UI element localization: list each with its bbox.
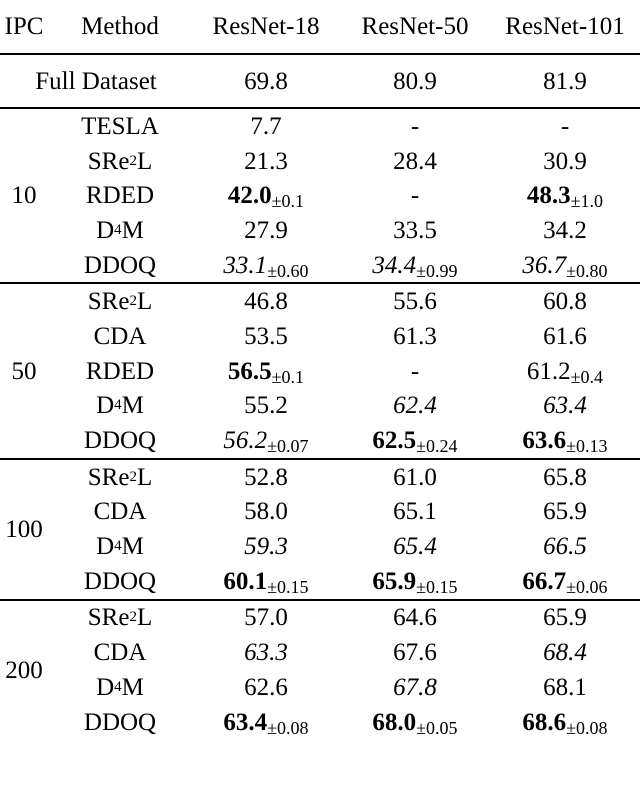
score-value: 62.4 — [393, 392, 437, 420]
score-value: 56.5 — [227, 357, 272, 385]
score-std: ±0.15 — [416, 576, 458, 597]
method-name: DDOQ — [83, 708, 157, 736]
score-cell-resnet-50 — [340, 635, 490, 670]
table-row — [0, 108, 640, 144]
table-row — [0, 600, 640, 636]
method-name: CDA — [93, 498, 147, 526]
method-cell — [48, 389, 192, 424]
score-value: 65.8 — [543, 463, 587, 491]
score-value: 61.0 — [393, 463, 437, 491]
method-name: DDOQ — [83, 567, 157, 595]
score-cell-resnet-18 — [192, 213, 340, 248]
method-name: D — [96, 533, 115, 561]
score-std: ±0.60 — [267, 260, 309, 281]
score-value: 46.8 — [244, 288, 288, 316]
score-cell-resnet-50 — [340, 248, 490, 284]
score-cell-resnet-18 — [192, 144, 340, 179]
score-cell-resnet-18 — [192, 108, 340, 144]
score-cell-resnet-50 — [340, 178, 490, 213]
score-cell-resnet-18 — [192, 635, 340, 670]
score-cell-resnet-101 — [490, 389, 640, 424]
score-std: ±1.0 — [570, 191, 604, 212]
method-superscript: 4 — [114, 678, 122, 695]
score-cell-resnet-50 — [340, 600, 490, 636]
method-name: RDED — [85, 357, 155, 385]
ipc-cell: 10 — [0, 108, 48, 283]
score-value: 64.6 — [393, 604, 437, 632]
ipc-cell: 50 — [0, 283, 48, 458]
score-value: 57.0 — [244, 604, 288, 632]
score-cell-resnet-18 — [192, 283, 340, 319]
score-value: 34.4 — [372, 251, 417, 279]
score-cell-resnet-50 — [340, 459, 490, 495]
header-resnet-101: ResNet-101 — [505, 13, 625, 40]
score-value: 58.0 — [244, 498, 288, 526]
score-std: ±0.99 — [416, 260, 458, 281]
method-cell — [48, 283, 192, 319]
score-cell-resnet-18 — [192, 529, 340, 564]
score-cell-resnet-101 — [490, 495, 640, 530]
method-cell — [48, 600, 192, 636]
score-std: ±0.15 — [267, 576, 309, 597]
score-std: ±0.80 — [566, 260, 608, 281]
score-cell-resnet-50 — [340, 529, 490, 564]
score-cell-resnet-101 — [490, 459, 640, 495]
score-cell-resnet-101 — [490, 635, 640, 670]
score-cell-resnet-50 — [340, 495, 490, 530]
method-cell — [48, 248, 192, 284]
score-cell-resnet-101 — [490, 178, 640, 213]
method-suffix: M — [121, 533, 144, 561]
score-value: 55.6 — [393, 288, 437, 316]
table-row — [0, 495, 640, 530]
score-cell-resnet-18 — [192, 423, 340, 459]
score-value: 66.7 — [522, 567, 567, 595]
ipc-cell: 200 — [0, 600, 48, 740]
full-dataset-row — [0, 54, 640, 108]
method-name: RDED — [85, 182, 155, 210]
score-cell-resnet-18 — [192, 459, 340, 495]
score-value: 68.6 — [522, 708, 567, 736]
score-value: 30.9 — [543, 147, 587, 175]
method-name: SRe — [87, 604, 130, 632]
score-cell-resnet-50 — [340, 423, 490, 459]
score-std: ±0.08 — [267, 717, 309, 738]
method-cell — [48, 108, 192, 144]
method-cell — [48, 495, 192, 530]
score-cell-resnet-50 — [340, 354, 490, 389]
method-cell — [48, 635, 192, 670]
method-suffix: L — [136, 463, 153, 491]
score-cell-resnet-101 — [490, 248, 640, 284]
score-cell-resnet-18 — [192, 319, 340, 354]
method-superscript: 4 — [114, 538, 122, 555]
table-row — [0, 564, 640, 600]
method-suffix: L — [136, 288, 153, 316]
table-row — [0, 213, 640, 248]
method-name: CDA — [93, 322, 147, 350]
method-name: D — [96, 673, 115, 701]
score-value: 61.2 — [526, 357, 571, 385]
method-superscript: 4 — [114, 397, 122, 414]
score-cell-resnet-50 — [340, 564, 490, 600]
table-row — [0, 354, 640, 389]
score-value: 21.3 — [244, 147, 288, 175]
score-value: 33.1 — [223, 251, 268, 279]
method-name: SRe — [87, 463, 130, 491]
score-value: - — [410, 182, 420, 210]
score-std: ±0.08 — [566, 717, 608, 738]
score-value: 53.5 — [244, 322, 288, 350]
score-value: 59.3 — [244, 533, 288, 561]
method-name: D — [96, 216, 115, 244]
score-cell-resnet-18 — [192, 705, 340, 740]
score-value: 62.6 — [244, 673, 288, 701]
score-value: 67.8 — [393, 673, 437, 701]
ipc-cell: 100 — [0, 459, 48, 600]
method-cell — [48, 529, 192, 564]
score-value: 65.9 — [543, 604, 587, 632]
method-superscript: 4 — [114, 221, 122, 238]
full-dataset-label: Full Dataset — [0, 54, 192, 108]
method-name: SRe — [87, 288, 130, 316]
full-dataset-resnet-18: 69.8 — [192, 54, 340, 108]
full-dataset-resnet-50: 80.9 — [340, 54, 490, 108]
score-cell-resnet-101 — [490, 108, 640, 144]
score-cell-resnet-50 — [340, 144, 490, 179]
header-ipc: IPC — [4, 13, 44, 40]
score-value: 61.6 — [543, 322, 587, 350]
score-std: ±0.1 — [271, 191, 305, 212]
score-value: 28.4 — [393, 147, 437, 175]
score-value: - — [560, 112, 570, 140]
method-name: TESLA — [81, 112, 159, 140]
method-cell — [48, 705, 192, 740]
method-name: DDOQ — [83, 427, 157, 455]
method-cell — [48, 459, 192, 495]
score-cell-resnet-50 — [340, 108, 490, 144]
score-value: 67.6 — [393, 639, 437, 667]
method-suffix: L — [136, 147, 153, 175]
method-cell — [48, 319, 192, 354]
score-value: 27.9 — [244, 216, 288, 244]
header-resnet-50: ResNet-50 — [361, 13, 469, 40]
score-cell-resnet-18 — [192, 670, 340, 705]
method-superscript: 2 — [129, 293, 137, 310]
table-row — [0, 319, 640, 354]
score-cell-resnet-18 — [192, 354, 340, 389]
table-row — [0, 635, 640, 670]
score-value: 65.9 — [372, 567, 417, 595]
score-value: 63.6 — [522, 427, 567, 455]
score-value: 68.1 — [543, 673, 587, 701]
table-row — [0, 459, 640, 495]
score-value: 63.4 — [223, 708, 268, 736]
score-value: 65.1 — [393, 498, 437, 526]
score-cell-resnet-101 — [490, 423, 640, 459]
table-row — [0, 283, 640, 319]
method-name: CDA — [93, 639, 147, 667]
score-cell-resnet-18 — [192, 178, 340, 213]
method-superscript: 2 — [129, 468, 137, 485]
score-cell-resnet-101 — [490, 670, 640, 705]
score-cell-resnet-101 — [490, 354, 640, 389]
score-cell-resnet-50 — [340, 389, 490, 424]
score-std: ±0.07 — [267, 436, 309, 457]
method-cell — [48, 423, 192, 459]
score-std: ±0.05 — [416, 717, 458, 738]
method-suffix: M — [121, 392, 144, 420]
score-value: 48.3 — [526, 182, 571, 210]
table-row — [0, 705, 640, 740]
method-suffix: M — [121, 673, 144, 701]
score-value: 65.4 — [393, 533, 437, 561]
score-cell-resnet-50 — [340, 319, 490, 354]
score-cell-resnet-18 — [192, 564, 340, 600]
score-value: - — [410, 357, 420, 385]
header-method: Method — [81, 13, 159, 40]
method-cell — [48, 670, 192, 705]
score-cell-resnet-50 — [340, 705, 490, 740]
score-cell-resnet-101 — [490, 213, 640, 248]
method-name: SRe — [87, 147, 130, 175]
score-value: 52.8 — [244, 463, 288, 491]
method-cell — [48, 178, 192, 213]
score-std: ±0.06 — [566, 576, 608, 597]
score-cell-resnet-101 — [490, 283, 640, 319]
score-value: 68.0 — [372, 708, 417, 736]
table-row — [0, 178, 640, 213]
method-name: DDOQ — [83, 251, 157, 279]
score-value: 33.5 — [393, 216, 437, 244]
score-value: 60.8 — [543, 288, 587, 316]
score-value: 7.7 — [250, 112, 282, 140]
score-cell-resnet-18 — [192, 495, 340, 530]
score-cell-resnet-18 — [192, 248, 340, 284]
score-value: 65.9 — [543, 498, 587, 526]
method-suffix: L — [136, 604, 153, 632]
score-value: - — [410, 112, 420, 140]
score-cell-resnet-50 — [340, 283, 490, 319]
score-value: 61.3 — [393, 322, 437, 350]
table-row — [0, 248, 640, 284]
score-value: 42.0 — [227, 182, 272, 210]
table-row — [0, 423, 640, 459]
table-row — [0, 389, 640, 424]
method-cell — [48, 354, 192, 389]
score-cell-resnet-101 — [490, 529, 640, 564]
score-value: 63.3 — [244, 639, 288, 667]
score-cell-resnet-18 — [192, 389, 340, 424]
table-row — [0, 144, 640, 179]
score-std: ±0.4 — [570, 366, 604, 387]
score-std: ±0.24 — [416, 436, 458, 457]
score-cell-resnet-101 — [490, 144, 640, 179]
score-value: 56.2 — [223, 427, 268, 455]
score-value: 36.7 — [522, 251, 567, 279]
table-row — [0, 670, 640, 705]
score-cell-resnet-50 — [340, 213, 490, 248]
score-std: ±0.1 — [271, 366, 305, 387]
method-superscript: 2 — [129, 152, 137, 169]
header-row — [0, 0, 640, 54]
full-dataset-resnet-101: 81.9 — [490, 54, 640, 108]
method-cell — [48, 144, 192, 179]
method-superscript: 2 — [129, 609, 137, 626]
score-cell-resnet-18 — [192, 600, 340, 636]
method-cell — [48, 213, 192, 248]
score-value: 34.2 — [543, 216, 587, 244]
score-value: 68.4 — [543, 639, 587, 667]
score-cell-resnet-101 — [490, 705, 640, 740]
score-value: 63.4 — [543, 392, 587, 420]
table-row — [0, 529, 640, 564]
score-cell-resnet-101 — [490, 319, 640, 354]
score-cell-resnet-50 — [340, 670, 490, 705]
score-std: ±0.13 — [566, 436, 608, 457]
method-suffix: M — [121, 216, 144, 244]
header-resnet-18: ResNet-18 — [212, 13, 320, 40]
method-name: D — [96, 392, 115, 420]
score-value: 62.5 — [372, 427, 417, 455]
score-value: 55.2 — [244, 392, 288, 420]
score-value: 60.1 — [223, 567, 268, 595]
score-cell-resnet-101 — [490, 564, 640, 600]
method-cell — [48, 564, 192, 600]
score-cell-resnet-101 — [490, 600, 640, 636]
score-value: 66.5 — [543, 533, 587, 561]
